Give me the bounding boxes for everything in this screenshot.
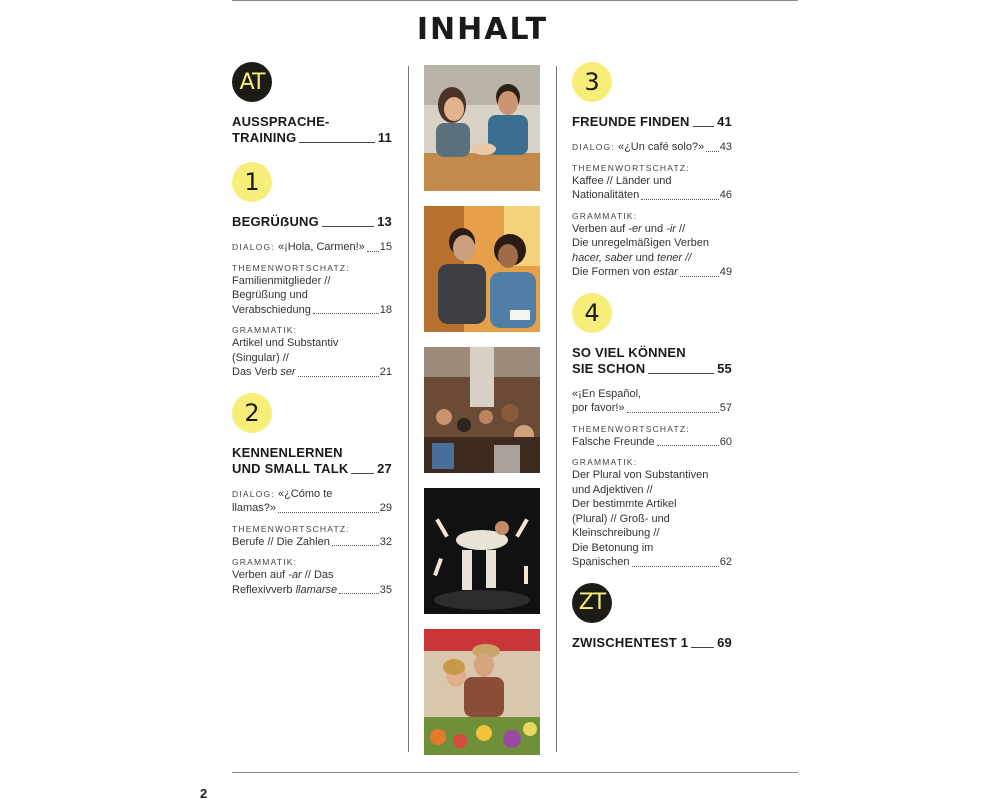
photo-column	[424, 65, 540, 770]
chapter-badge: 2	[232, 393, 272, 433]
chapter-title	[232, 114, 392, 146]
chapter-badge: 3	[572, 62, 612, 102]
chapter-title	[232, 214, 392, 230]
entry-text: Kaffee // Länder und	[572, 174, 672, 187]
toc-section-chapter-4[interactable]	[572, 293, 732, 570]
entry-label: GRAMMATIK:	[572, 457, 638, 467]
entry-text: und	[632, 251, 658, 264]
entry-text: Kleinschreibung //	[572, 527, 660, 539]
entry-text: Nationalitäten	[572, 189, 640, 201]
chapter-title-line: AUSSPRACHE-	[232, 114, 330, 129]
page-ref: 55	[717, 360, 732, 376]
entry-text: (Plural) // Groß- und	[572, 512, 670, 525]
entry-text: «¡Hola, Carmen!»	[277, 241, 365, 253]
entry-text: und	[641, 222, 667, 235]
entry-text: «¿Cómo te	[277, 487, 333, 500]
photo-couple-at-market	[424, 629, 540, 755]
entry-text: Die Betonung im	[572, 541, 654, 554]
toc-section-aussprachetraining[interactable]	[232, 62, 392, 146]
toc-entry-vocabulary[interactable]	[232, 262, 392, 318]
toc-entry-dialog[interactable]	[232, 240, 392, 255]
page-ref: 11	[377, 130, 392, 145]
toc-section-chapter-3[interactable]	[572, 62, 732, 280]
page-ref: 62	[719, 556, 732, 568]
entry-text: Das Verb	[232, 366, 281, 378]
entry-label: THEMENWORTSCHATZ:	[572, 162, 690, 173]
chapter-title-line: KENNENLERNEN	[232, 444, 343, 460]
column-divider	[408, 66, 409, 752]
entry-text-italic: -ar	[288, 569, 302, 581]
toc-entry-vocabulary[interactable]	[572, 162, 732, 203]
chapter-title-line: TRAINING	[232, 130, 297, 145]
entry-text: Reflexivverb	[232, 583, 296, 596]
entry-text: Verben auf	[232, 569, 289, 581]
toc-section-chapter-2[interactable]	[232, 393, 392, 598]
entry-text: Artikel und Substantiv	[232, 337, 339, 349]
toc-entry-vocabulary[interactable]	[232, 523, 392, 550]
entry-text-italic: hacer, saber	[572, 251, 633, 264]
toc-entry-dialog[interactable]	[572, 140, 732, 155]
page-ref: 15	[379, 241, 392, 253]
entry-label: DIALOG:	[232, 488, 275, 499]
entry-label: THEMENWORTSCHATZ:	[232, 262, 350, 273]
entry-text: «¿Un café solo?»	[617, 141, 705, 153]
page-ref: 29	[379, 502, 392, 514]
top-rule	[232, 0, 798, 1]
page-ref: 18	[379, 303, 392, 316]
page-ref: 57	[719, 402, 732, 414]
entry-text-italic: tener //	[657, 251, 692, 264]
entry-text-italic: llamarse	[295, 583, 338, 596]
entry-text: por favor!»	[572, 402, 625, 414]
entry-label: DIALOG:	[572, 142, 615, 152]
entry-text: Spanischen	[572, 556, 630, 568]
chapter-title-line: FREUNDE FINDEN	[572, 114, 690, 129]
entry-label: THEMENWORTSCHATZ:	[232, 523, 350, 534]
photo-friends-talking	[424, 206, 540, 332]
entry-text: Familienmitglieder //	[232, 274, 331, 287]
page-ref: 41	[717, 114, 732, 129]
page-ref: 35	[379, 583, 392, 596]
page-ref: 69	[717, 634, 732, 650]
entry-label: GRAMMATIK:	[232, 325, 298, 335]
toc-entry-grammar[interactable]	[572, 210, 732, 280]
entry-text: «¡En Español,	[572, 387, 642, 400]
photo-couple-at-cafe	[424, 65, 540, 191]
entry-text: Berufe // Die Zahlen	[232, 535, 330, 548]
page-ref: 13	[377, 214, 392, 229]
toc-entry-dialog[interactable]	[572, 387, 732, 416]
toc-entry-grammar[interactable]	[232, 556, 392, 597]
page-ref: 46	[719, 189, 732, 201]
toc-entry-dialog[interactable]	[232, 487, 392, 516]
entry-text: Begrüßung und	[232, 289, 308, 301]
entry-text-italic: estar	[653, 266, 678, 278]
chapter-title-line: ZWISCHENTEST 1	[572, 634, 689, 650]
chapter-badge: 1	[232, 162, 272, 202]
photo-market-crowd	[424, 347, 540, 473]
entry-text-italic: ser	[280, 366, 296, 378]
photo-juggler	[424, 488, 540, 614]
toc-entry-grammar[interactable]	[232, 324, 392, 380]
toc-section-chapter-1[interactable]	[232, 162, 392, 380]
chapter-title	[572, 114, 732, 130]
entry-text: Falsche Freunde	[572, 435, 655, 448]
entry-text: und Adjektiven //	[572, 483, 653, 496]
chapter-title-line: SO VIEL KÖNNEN	[572, 344, 686, 360]
page-ref: 43	[719, 141, 732, 153]
chapter-badge: AT	[232, 62, 272, 102]
page-number: 2	[200, 786, 208, 801]
chapter-title-line: SIE SCHON	[572, 360, 646, 376]
chapter-badge: 4	[572, 293, 612, 333]
entry-text: Verabschiedung	[232, 303, 311, 316]
entry-text: //	[675, 222, 686, 235]
page-ref: 27	[377, 460, 392, 476]
toc-left-column	[232, 62, 392, 604]
entry-text: // Das	[301, 569, 334, 581]
toc-section-zwischentest[interactable]	[572, 583, 732, 651]
toc-entry-grammar[interactable]	[572, 456, 732, 570]
entry-text: (Singular) //	[232, 351, 289, 364]
entry-label: GRAMMATIK:	[232, 557, 298, 567]
chapter-title	[232, 445, 392, 477]
chapter-title	[572, 345, 732, 377]
chapter-badge: ZT	[572, 583, 612, 623]
page-title: INHALT	[416, 12, 549, 47]
entry-text: Die Formen von	[572, 266, 654, 278]
entry-label: GRAMMATIK:	[572, 210, 638, 221]
chapter-title-line: BEGRÜẞUNG	[232, 214, 319, 229]
chapter-title	[572, 635, 732, 651]
entry-label: DIALOG:	[232, 242, 275, 252]
entry-text-italic: -er	[628, 222, 642, 235]
entry-text: llamas?»	[232, 502, 277, 514]
toc-entry-vocabulary[interactable]	[572, 423, 732, 450]
entry-text-italic: -ir	[666, 222, 676, 235]
chapter-title-line: UND SMALL TALK	[232, 460, 349, 476]
bottom-rule	[232, 772, 798, 773]
page-ref: 32	[379, 535, 392, 548]
entry-text: Der Plural von Substantiven	[572, 469, 709, 481]
entry-text: Der bestimmte Artikel	[572, 498, 677, 510]
column-divider	[556, 66, 557, 752]
entry-text: Verben auf	[572, 222, 629, 235]
page-ref: 21	[379, 366, 392, 378]
page-ref: 60	[719, 435, 732, 448]
page-ref: 49	[719, 266, 732, 278]
entry-text: Die unregelmäßigen Verben	[572, 237, 709, 249]
entry-label: THEMENWORTSCHATZ:	[572, 423, 690, 434]
toc-right-column	[572, 62, 732, 661]
